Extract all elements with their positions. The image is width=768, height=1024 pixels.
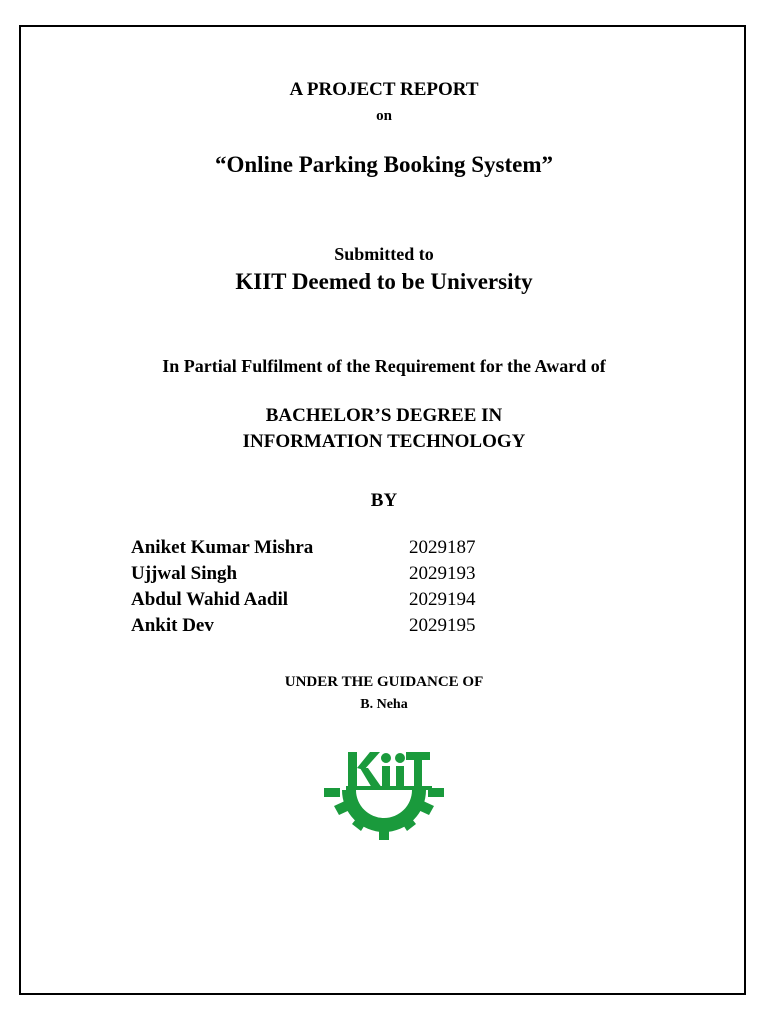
student-name: Abdul Wahid Aadil <box>131 589 289 610</box>
kiit-logo-graphic <box>320 748 448 844</box>
guide-name: B. Neha <box>360 697 408 712</box>
student-roll-number: 2029193 <box>409 563 476 584</box>
kiit-logo <box>320 748 448 844</box>
student-name: Ankit Dev <box>131 615 214 636</box>
fulfilment-statement: In Partial Fulfilment of the Requirement for the Award of <box>162 356 606 376</box>
student-row <box>131 589 491 613</box>
student-row <box>131 537 491 561</box>
student-row <box>131 563 491 587</box>
student-name: Aniket Kumar Mishra <box>131 537 314 558</box>
student-roll-number: 2029187 <box>409 537 476 558</box>
student-name: Ujjwal Singh <box>131 563 238 584</box>
by-label: BY <box>370 490 398 511</box>
guidance-label: UNDER THE GUIDANCE OF <box>284 674 484 690</box>
on-label: on <box>376 108 392 124</box>
submitted-to-label: Submitted to <box>334 244 434 264</box>
student-row <box>131 615 491 639</box>
student-roll-number: 2029195 <box>409 615 476 636</box>
project-title: “Online Parking Booking System” <box>214 152 554 177</box>
degree-line-1: BACHELOR’S DEGREE IN <box>265 405 503 426</box>
degree-line-2: INFORMATION TECHNOLOGY <box>242 431 526 452</box>
university-name: KIIT Deemed to be University <box>235 269 533 294</box>
student-roll-number: 2029194 <box>409 589 476 610</box>
report-type-heading: A PROJECT REPORT <box>289 79 479 100</box>
